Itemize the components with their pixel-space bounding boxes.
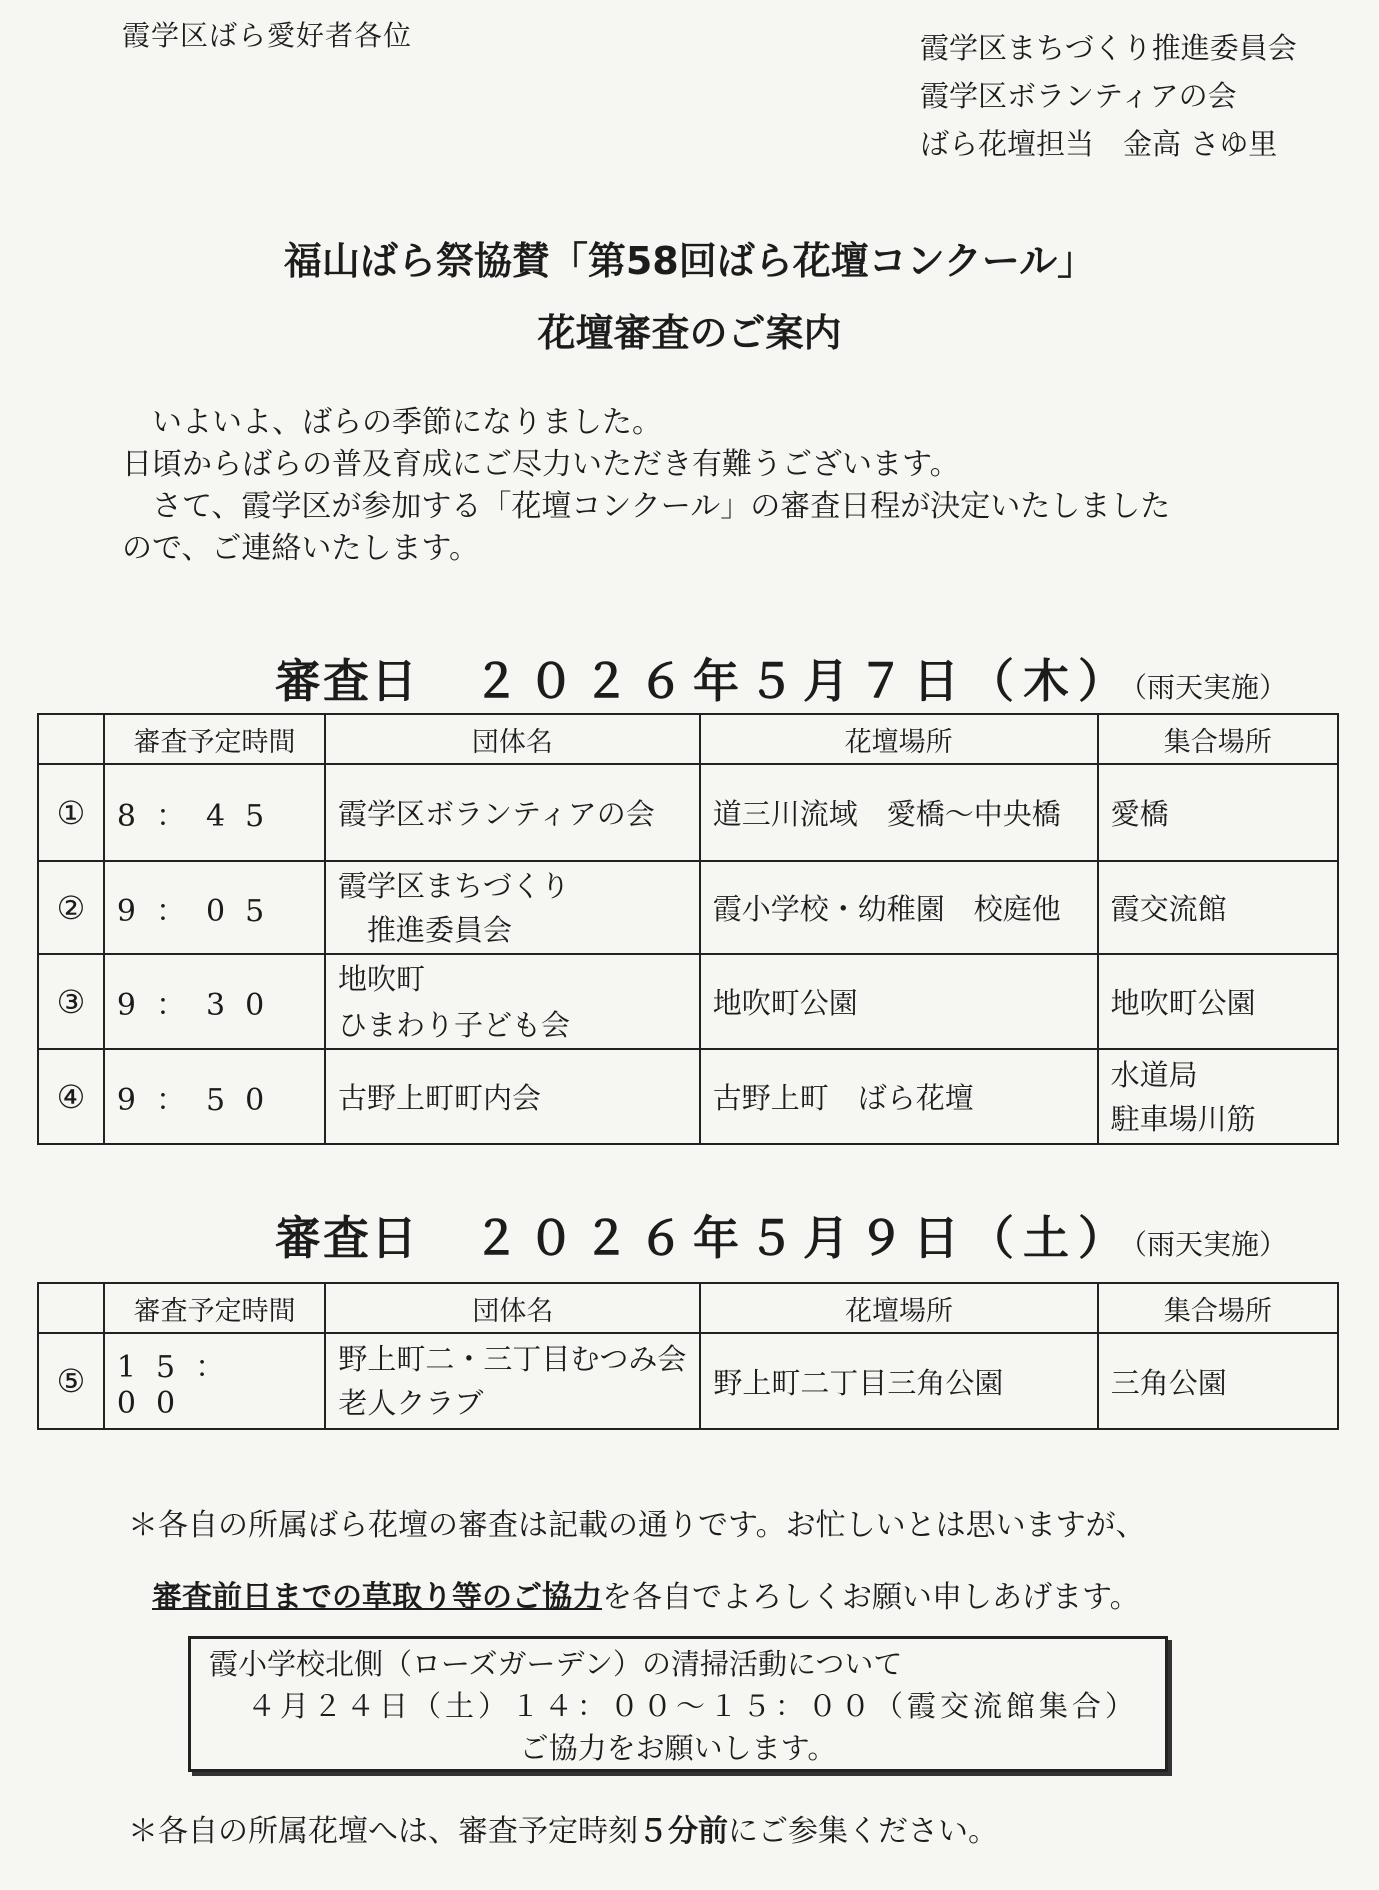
row-meeting — [1098, 1049, 1338, 1144]
meeting-line: 三角公園 — [1110, 1365, 1227, 1400]
note-3-pre: ＊各自の所属花壇へは、審査予定時刻 — [128, 1814, 638, 1849]
table-row — [38, 1049, 1338, 1144]
site-line: 道三川流域 愛橋～中央橋 — [712, 797, 1061, 831]
note-3-post: にご参集ください。 — [728, 1814, 998, 1849]
header-group: 団体名 — [325, 714, 700, 764]
addressee: 霞学区ばら愛好者各位 — [122, 19, 413, 52]
cleanup-notice-box — [188, 1636, 1168, 1772]
group-line: 地吹町 — [338, 961, 426, 996]
box-line: ご協力をお願いします。 — [519, 1731, 837, 1765]
sender-line: ばら花壇担当 金高 さゆ里 — [920, 127, 1278, 161]
header-site: 花壇場所 — [700, 714, 1098, 764]
sender-line: 霞学区ボランティアの会 — [920, 79, 1237, 113]
group-line: 古野上町町内会 — [338, 1081, 542, 1115]
intro-line: いよいよ、ばらの季節になりました。 — [122, 405, 662, 440]
intro-line: 日頃からばらの普及育成にご尽力いただき有難うございます。 — [122, 447, 960, 482]
meeting-line: 地吹町公園 — [1110, 986, 1256, 1020]
group-line: ひまわり子ども会 — [338, 1007, 571, 1042]
table-row — [38, 1333, 1338, 1429]
meeting-line: 駐車場川筋 — [1110, 1101, 1256, 1136]
note-3-emphasis: ５分前 — [638, 1814, 728, 1849]
row-time: 9：05 — [104, 861, 325, 954]
exam-date-heading-2 — [275, 1202, 1287, 1268]
intro-paragraph — [122, 402, 1302, 570]
header-num — [38, 1283, 104, 1333]
schedule-table-1 — [37, 713, 1339, 1145]
table-row — [38, 954, 1338, 1049]
sender-line: 霞学区まちづくり推進委員会 — [920, 31, 1297, 65]
group-line: 霞学区まちづくり — [338, 868, 570, 903]
row-group — [325, 954, 700, 1049]
row-site — [700, 764, 1098, 861]
row-time: 15：00 — [104, 1333, 325, 1429]
site-line: 野上町二丁目三角公園 — [713, 1365, 1004, 1400]
row-number: ② — [38, 861, 104, 954]
row-time: 9：30 — [104, 954, 325, 1049]
header-group: 団体名 — [325, 1283, 700, 1333]
group-line: 老人クラブ — [338, 1386, 484, 1420]
row-meeting — [1098, 1333, 1338, 1429]
header-time: 審査予定時間 — [104, 1283, 325, 1333]
row-time: 8：45 — [104, 764, 325, 861]
document-subtitle: 花壇審査のご案内 — [537, 311, 842, 355]
row-meeting — [1098, 954, 1338, 1049]
row-number: ③ — [38, 954, 104, 1049]
group-line: 野上町二・三丁目むつみ会 — [338, 1342, 687, 1376]
document-title: 福山ばら祭協賛「第58回ばら花壇コンクール」 — [283, 239, 1096, 283]
row-group — [325, 764, 700, 861]
table-header-row — [38, 1283, 1338, 1333]
row-number: ① — [38, 764, 104, 861]
table-header-row — [38, 714, 1338, 764]
box-line: ４月２４日（土）１４：００～１５：００（霞交流館集合） — [247, 1689, 1139, 1723]
row-time: 9：50 — [104, 1049, 325, 1144]
row-site — [700, 861, 1098, 954]
row-group — [325, 1333, 700, 1429]
intro-line: ので、ご連絡いたします。 — [122, 531, 479, 566]
exam-date: ２０２６年５月７日（木） — [473, 654, 1134, 708]
exam-date: ２０２６年５月９日（土） — [473, 1211, 1134, 1265]
row-site — [700, 954, 1098, 1049]
exam-date-heading-1 — [275, 645, 1287, 711]
meeting-line: 愛橋 — [1110, 797, 1169, 831]
box-line: 霞小学校北側（ローズガーデン）の清掃活動について — [209, 1647, 903, 1681]
row-number: ④ — [38, 1049, 104, 1144]
row-number: ⑤ — [38, 1333, 104, 1429]
row-group — [325, 1049, 700, 1144]
meeting-line: 霞交流館 — [1110, 892, 1227, 926]
weather-note: （雨天実施） — [1133, 1228, 1288, 1261]
note-3 — [128, 1806, 998, 1850]
row-group — [325, 861, 700, 954]
header-meeting: 集合場所 — [1098, 714, 1338, 764]
sender-block — [920, 24, 1297, 168]
site-line: 古野上町 ばら花壇 — [712, 1081, 974, 1115]
header-time: 審査予定時間 — [104, 714, 325, 764]
exam-label: 審査日 — [275, 1211, 419, 1265]
header-meeting: 集合場所 — [1098, 1283, 1338, 1333]
row-meeting — [1098, 861, 1338, 954]
note-2-rest: を各自でよろしくお願い申しあげます。 — [602, 1580, 1140, 1615]
intro-line: さて、霞学区が参加する「花壇コンクール」の審査日程が決定いたしました — [122, 489, 1171, 524]
schedule-table-2 — [37, 1282, 1339, 1430]
group-line: 霞学区ボランティアの会 — [338, 797, 655, 831]
row-site — [700, 1049, 1098, 1144]
meeting-line: 水道局 — [1110, 1057, 1198, 1092]
exam-label: 審査日 — [275, 654, 419, 708]
note-1: ＊各自の所属ばら花壇の審査は記載の通りです。お忙しいとは思いますが、 — [128, 1508, 1146, 1543]
group-line: 推進委員会 — [338, 912, 513, 947]
weather-note: （雨天実施） — [1133, 671, 1288, 704]
table-row — [38, 861, 1338, 954]
site-line: 地吹町公園 — [712, 986, 858, 1020]
row-site — [700, 1333, 1097, 1429]
note-2-emphasis: 審査前日までの草取り等のご協力 — [152, 1580, 602, 1615]
header-num — [38, 714, 104, 764]
note-2 — [152, 1572, 1140, 1616]
row-meeting — [1098, 764, 1338, 861]
table-row — [38, 764, 1338, 861]
site-line: 霞小学校・幼稚園 校庭他 — [712, 892, 1061, 926]
header-site: 花壇場所 — [700, 1283, 1097, 1333]
